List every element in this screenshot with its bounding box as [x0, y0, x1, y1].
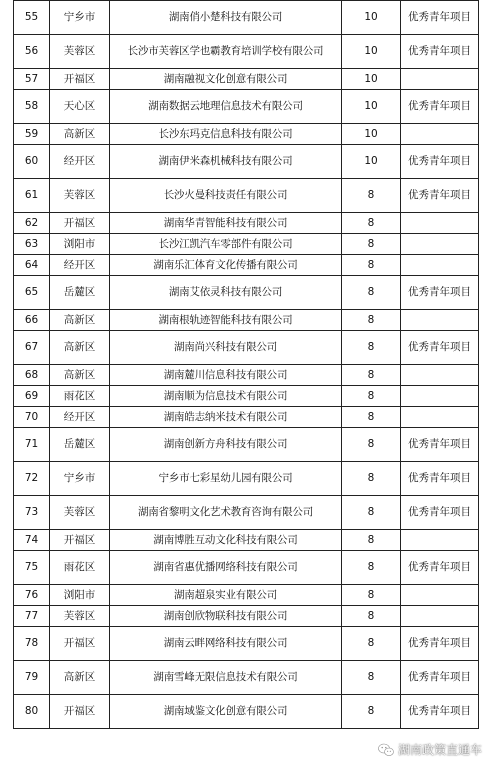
recommendation-cell	[401, 365, 479, 386]
recommendation-cell: 优秀青年项目	[401, 276, 479, 310]
score-cell: 8	[342, 496, 401, 530]
score-cell: 8	[342, 234, 401, 255]
score-cell: 8	[342, 627, 401, 661]
table-row	[14, 627, 479, 661]
row-number-cell: 56	[14, 35, 50, 69]
table-row	[14, 695, 479, 729]
table-row	[14, 234, 479, 255]
recommendation-cell	[401, 213, 479, 234]
table-row	[14, 90, 479, 124]
company-name-cell: 湖南俏小楚科技有限公司	[110, 1, 342, 35]
district-cell: 开福区	[50, 627, 110, 661]
table-row	[14, 386, 479, 407]
district-cell: 浏阳市	[50, 234, 110, 255]
row-number-cell: 73	[14, 496, 50, 530]
score-cell: 10	[342, 90, 401, 124]
recommendation-cell	[401, 310, 479, 331]
recommendation-cell: 优秀青年项目	[401, 462, 479, 496]
recommendation-cell	[401, 606, 479, 627]
score-cell: 8	[342, 585, 401, 606]
wechat-logo-icon	[378, 743, 394, 757]
company-name-cell: 长沙火曼科技责任有限公司	[110, 179, 342, 213]
score-cell: 10	[342, 124, 401, 145]
score-cell: 8	[342, 606, 401, 627]
score-cell: 8	[342, 310, 401, 331]
district-cell: 经开区	[50, 407, 110, 428]
row-number-cell: 62	[14, 213, 50, 234]
district-cell: 芙蓉区	[50, 606, 110, 627]
district-cell: 高新区	[50, 331, 110, 365]
recommendation-cell	[401, 407, 479, 428]
score-cell: 8	[342, 179, 401, 213]
company-name-cell: 湖南博胜互动文化科技有限公司	[110, 530, 342, 551]
district-cell: 宁乡市	[50, 462, 110, 496]
table-row	[14, 407, 479, 428]
score-cell: 10	[342, 35, 401, 69]
company-name-cell: 湖南尚兴科技有限公司	[110, 331, 342, 365]
row-number-cell: 72	[14, 462, 50, 496]
recommendation-cell: 优秀青年项目	[401, 1, 479, 35]
table-row	[14, 462, 479, 496]
score-cell: 8	[342, 276, 401, 310]
row-number-cell: 57	[14, 69, 50, 90]
score-cell: 8	[342, 428, 401, 462]
table-row	[14, 310, 479, 331]
district-cell: 开福区	[50, 213, 110, 234]
award-list-table	[13, 0, 479, 729]
recommendation-cell	[401, 234, 479, 255]
table-row	[14, 213, 479, 234]
company-name-cell: 湖南创新方舟科技有限公司	[110, 428, 342, 462]
row-number-cell: 71	[14, 428, 50, 462]
recommendation-cell: 优秀青年项目	[401, 145, 479, 179]
district-cell: 浏阳市	[50, 585, 110, 606]
score-cell: 8	[342, 462, 401, 496]
company-name-cell: 湖南创欣物联科技有限公司	[110, 606, 342, 627]
company-name-cell: 湖南超泉实业有限公司	[110, 585, 342, 606]
district-cell: 高新区	[50, 365, 110, 386]
district-cell: 高新区	[50, 124, 110, 145]
recommendation-cell	[401, 69, 479, 90]
table-row	[14, 276, 479, 310]
company-name-cell: 长沙江凯汽车零部件有限公司	[110, 234, 342, 255]
table-row	[14, 530, 479, 551]
company-name-cell: 湖南艾依灵科技有限公司	[110, 276, 342, 310]
table-row	[14, 35, 479, 69]
recommendation-cell: 优秀青年项目	[401, 695, 479, 729]
company-name-cell: 湖南伊米森机械科技有限公司	[110, 145, 342, 179]
table-row	[14, 365, 479, 386]
row-number-cell: 68	[14, 365, 50, 386]
company-name-cell: 湖南根轨迹智能科技有限公司	[110, 310, 342, 331]
row-number-cell: 61	[14, 179, 50, 213]
company-name-cell: 湖南省黎明文化艺术教育咨询有限公司	[110, 496, 342, 530]
district-cell: 雨花区	[50, 386, 110, 407]
company-name-cell: 长沙东玛克信息科技有限公司	[110, 124, 342, 145]
recommendation-cell: 优秀青年项目	[401, 551, 479, 585]
table-row	[14, 145, 479, 179]
recommendation-cell: 优秀青年项目	[401, 35, 479, 69]
table-row	[14, 331, 479, 365]
district-cell: 经开区	[50, 255, 110, 276]
table-row	[14, 661, 479, 695]
row-number-cell: 69	[14, 386, 50, 407]
score-cell: 8	[342, 530, 401, 551]
table-body	[14, 1, 479, 729]
table-row	[14, 1, 479, 35]
recommendation-cell	[401, 386, 479, 407]
table-row	[14, 606, 479, 627]
row-number-cell: 80	[14, 695, 50, 729]
company-name-cell: 湖南乐汇体育文化传播有限公司	[110, 255, 342, 276]
company-name-cell: 湖南数据云地理信息技术有限公司	[110, 90, 342, 124]
row-number-cell: 79	[14, 661, 50, 695]
source-watermark	[378, 741, 482, 758]
district-cell: 经开区	[50, 145, 110, 179]
watermark-text: 湖南政策直通车	[397, 743, 482, 757]
score-cell: 10	[342, 1, 401, 35]
company-name-cell: 湖南华青智能科技有限公司	[110, 213, 342, 234]
table-row	[14, 255, 479, 276]
table-row	[14, 585, 479, 606]
row-number-cell: 55	[14, 1, 50, 35]
table-row	[14, 551, 479, 585]
district-cell: 天心区	[50, 90, 110, 124]
district-cell: 宁乡市	[50, 1, 110, 35]
recommendation-cell	[401, 124, 479, 145]
row-number-cell: 65	[14, 276, 50, 310]
company-name-cell: 湖南雪峰无限信息技术有限公司	[110, 661, 342, 695]
recommendation-cell: 优秀青年项目	[401, 179, 479, 213]
score-cell: 8	[342, 365, 401, 386]
recommendation-cell: 优秀青年项目	[401, 661, 479, 695]
company-name-cell: 湖南云畔网络科技有限公司	[110, 627, 342, 661]
score-cell: 8	[342, 695, 401, 729]
district-cell: 芙蓉区	[50, 496, 110, 530]
recommendation-cell	[401, 530, 479, 551]
row-number-cell: 60	[14, 145, 50, 179]
row-number-cell: 59	[14, 124, 50, 145]
score-cell: 10	[342, 69, 401, 90]
score-cell: 8	[342, 407, 401, 428]
recommendation-cell: 优秀青年项目	[401, 90, 479, 124]
recommendation-cell: 优秀青年项目	[401, 428, 479, 462]
row-number-cell: 66	[14, 310, 50, 331]
row-number-cell: 64	[14, 255, 50, 276]
row-number-cell: 74	[14, 530, 50, 551]
company-name-cell: 湖南麓川信息科技有限公司	[110, 365, 342, 386]
district-cell: 开福区	[50, 530, 110, 551]
row-number-cell: 67	[14, 331, 50, 365]
row-number-cell: 78	[14, 627, 50, 661]
company-name-cell: 湖南皓志纳米技术有限公司	[110, 407, 342, 428]
district-cell: 高新区	[50, 310, 110, 331]
score-cell: 8	[342, 386, 401, 407]
score-cell: 8	[342, 661, 401, 695]
recommendation-cell: 优秀青年项目	[401, 496, 479, 530]
row-number-cell: 76	[14, 585, 50, 606]
row-number-cell: 70	[14, 407, 50, 428]
table-row	[14, 69, 479, 90]
company-name-cell: 宁乡市七彩星幼儿园有限公司	[110, 462, 342, 496]
district-cell: 芙蓉区	[50, 35, 110, 69]
company-name-cell: 长沙市芙蓉区学也霸教育培训学校有限公司	[110, 35, 342, 69]
recommendation-cell	[401, 585, 479, 606]
district-cell: 岳麓区	[50, 428, 110, 462]
district-cell: 开福区	[50, 695, 110, 729]
company-name-cell: 湖南域鉴文化创意有限公司	[110, 695, 342, 729]
score-cell: 8	[342, 213, 401, 234]
score-cell: 8	[342, 331, 401, 365]
table-row	[14, 428, 479, 462]
recommendation-cell: 优秀青年项目	[401, 627, 479, 661]
row-number-cell: 58	[14, 90, 50, 124]
company-name-cell: 湖南顺为信息技术有限公司	[110, 386, 342, 407]
score-cell: 10	[342, 145, 401, 179]
recommendation-cell	[401, 255, 479, 276]
district-cell: 芙蓉区	[50, 179, 110, 213]
district-cell: 雨花区	[50, 551, 110, 585]
district-cell: 开福区	[50, 69, 110, 90]
score-cell: 8	[342, 255, 401, 276]
district-cell: 高新区	[50, 661, 110, 695]
row-number-cell: 77	[14, 606, 50, 627]
company-name-cell: 湖南融视文化创意有限公司	[110, 69, 342, 90]
table-row	[14, 179, 479, 213]
score-cell: 8	[342, 551, 401, 585]
recommendation-cell: 优秀青年项目	[401, 331, 479, 365]
row-number-cell: 75	[14, 551, 50, 585]
row-number-cell: 63	[14, 234, 50, 255]
table-row	[14, 496, 479, 530]
company-name-cell: 湖南省惠优播网络科技有限公司	[110, 551, 342, 585]
table-row	[14, 124, 479, 145]
district-cell: 岳麓区	[50, 276, 110, 310]
